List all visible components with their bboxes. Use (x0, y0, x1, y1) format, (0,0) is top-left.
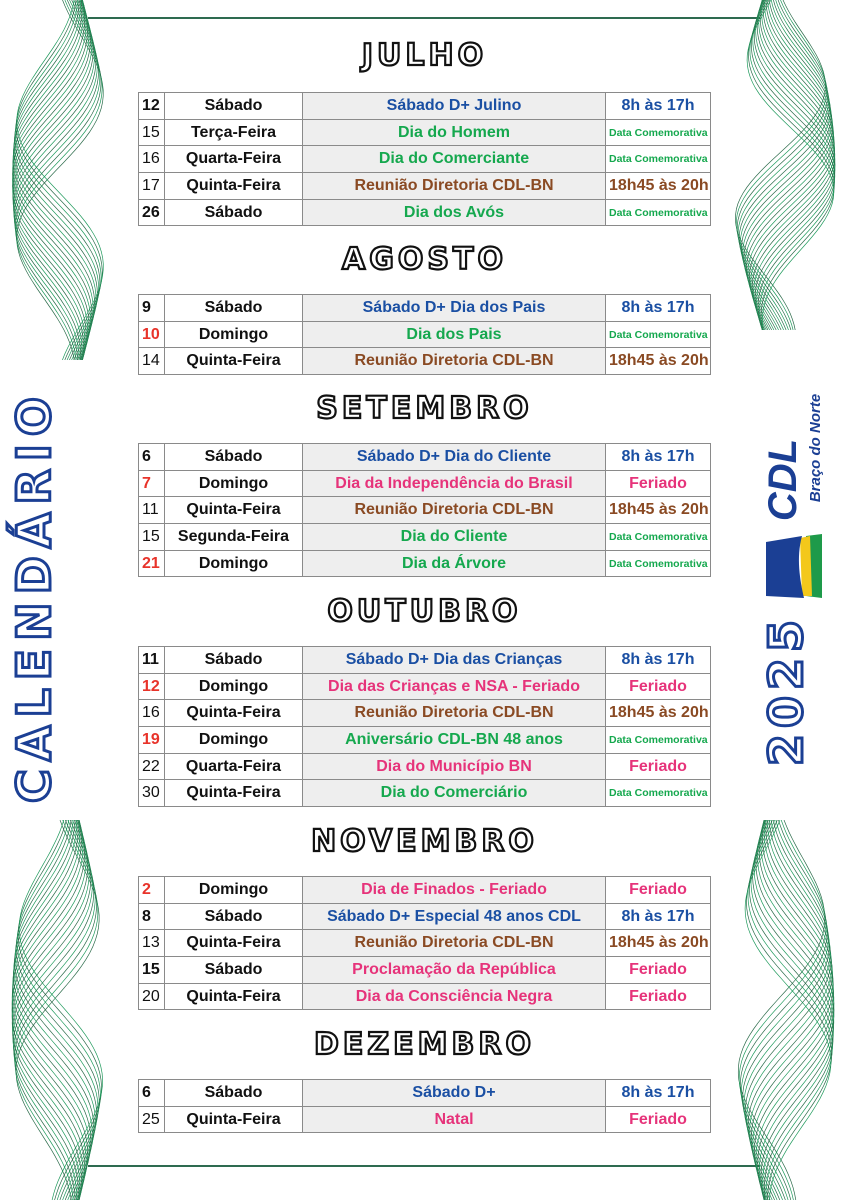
event-cell: Reunião Diretoria CDL-BN (303, 173, 606, 200)
day-cell: 14 (139, 348, 165, 375)
time-cell: 8h às 17h (606, 647, 711, 674)
calendar-row (139, 877, 711, 904)
calendar-side-title: CALENDÁRIO (7, 388, 61, 804)
wave-line (13, 0, 91, 360)
weekday-cell: Quinta-Feira (165, 173, 303, 200)
day-cell: 6 (139, 1080, 165, 1107)
day-cell: 13 (139, 930, 165, 957)
wave-line (14, 820, 95, 1200)
day-cell: 19 (139, 727, 165, 754)
day-cell: 17 (139, 173, 165, 200)
month-title-novembro: NOVEMBRO (311, 824, 538, 859)
event-cell: Dia das Crianças e NSA - Feriado (303, 673, 606, 700)
wave-line (744, 820, 830, 1200)
weekday-cell: Quinta-Feira (165, 930, 303, 957)
calendar-row (139, 930, 711, 957)
day-cell: 12 (139, 673, 165, 700)
time-cell: 8h às 17h (606, 1080, 711, 1107)
day-cell: 21 (139, 550, 165, 577)
wave-line (13, 820, 92, 1200)
event-cell: Dia do Comerciário (303, 780, 606, 807)
logo-flag-blue (766, 536, 804, 598)
calendar-row (139, 348, 711, 375)
logo-name: CDL (761, 438, 805, 522)
weekday-cell: Quarta-Feira (165, 146, 303, 173)
event-cell: Dia da Consciência Negra (303, 983, 606, 1010)
calendar-row (139, 295, 711, 322)
wave-line (747, 0, 834, 330)
event-cell: Dia do Comerciante (303, 146, 606, 173)
calendar-row (139, 727, 711, 754)
event-cell: Proclamação da República (303, 957, 606, 984)
weekday-cell: Segunda-Feira (165, 524, 303, 551)
weekday-cell: Quinta-Feira (165, 348, 303, 375)
day-cell: 7 (139, 470, 165, 497)
time-cell: Data Comemorativa (606, 146, 711, 173)
calendar-row (139, 524, 711, 551)
weekday-cell: Sábado (165, 647, 303, 674)
calendar-row (139, 1106, 711, 1133)
month-title-outubro: OUTUBRO (327, 594, 522, 629)
day-cell: 10 (139, 321, 165, 348)
wave-line (751, 820, 833, 1200)
time-cell: Data Comemorativa (606, 550, 711, 577)
wave-line (13, 820, 93, 1200)
time-cell: 8h às 17h (606, 903, 711, 930)
day-cell: 9 (139, 295, 165, 322)
event-cell: Dia do Homem (303, 119, 606, 146)
weekday-cell: Domingo (165, 727, 303, 754)
logo-flag-yellow (800, 536, 812, 596)
event-cell: Sábado D+ (303, 1080, 606, 1107)
day-cell: 20 (139, 983, 165, 1010)
month-table-dezembro (138, 1079, 711, 1133)
top-border-line (88, 17, 760, 19)
wave-line (753, 820, 834, 1200)
event-cell: Dia dos Avós (303, 199, 606, 226)
day-cell: 15 (139, 957, 165, 984)
event-cell: Dia de Finados - Feriado (303, 877, 606, 904)
calendar-row (139, 550, 711, 577)
calendar-row (139, 470, 711, 497)
wave-line (17, 0, 103, 360)
time-cell: 8h às 17h (606, 295, 711, 322)
weekday-cell: Quinta-Feira (165, 1106, 303, 1133)
wave-line (17, 0, 104, 360)
event-cell: Aniversário CDL-BN 48 anos (303, 727, 606, 754)
time-cell: Data Comemorativa (606, 199, 711, 226)
calendar-row (139, 93, 711, 120)
weekday-cell: Sábado (165, 903, 303, 930)
month-table-setembro (138, 443, 711, 577)
day-cell: 11 (139, 497, 165, 524)
time-cell: 18h45 às 20h (606, 173, 711, 200)
event-cell: Dia da Árvore (303, 550, 606, 577)
day-cell: 2 (139, 877, 165, 904)
event-cell: Reunião Diretoria CDL-BN (303, 497, 606, 524)
day-cell: 16 (139, 146, 165, 173)
wave-line (14, 0, 98, 360)
time-cell: 18h45 às 20h (606, 348, 711, 375)
day-cell: 26 (139, 199, 165, 226)
event-cell: Reunião Diretoria CDL-BN (303, 930, 606, 957)
logo-subtitle: Braço do Norte (807, 393, 824, 503)
calendar-row (139, 146, 711, 173)
calendar-row (139, 497, 711, 524)
time-cell: 18h45 às 20h (606, 930, 711, 957)
time-cell: Data Comemorativa (606, 321, 711, 348)
calendar-row (139, 1080, 711, 1107)
weekday-cell: Quinta-Feira (165, 780, 303, 807)
wave-line (745, 820, 831, 1200)
event-cell: Sábado D+ Especial 48 anos CDL (303, 903, 606, 930)
time-cell: Data Comemorativa (606, 119, 711, 146)
event-cell: Sábado D+ Julino (303, 93, 606, 120)
time-cell: Feriado (606, 753, 711, 780)
cdl-logo (760, 388, 824, 603)
wave-line (13, 0, 95, 360)
event-cell: Sábado D+ Dia das Crianças (303, 647, 606, 674)
weekday-cell: Quarta-Feira (165, 753, 303, 780)
wave-line (15, 0, 101, 360)
month-table-outubro (138, 646, 711, 807)
wave-decoration-top-right (718, 0, 848, 330)
wave-line (14, 0, 98, 360)
logo-text-group (761, 439, 805, 521)
wave-line (15, 0, 101, 360)
event-cell: Natal (303, 1106, 606, 1133)
year-label: 2025 (759, 613, 813, 767)
day-cell: 11 (139, 647, 165, 674)
time-cell: Data Comemorativa (606, 524, 711, 551)
time-cell: Data Comemorativa (606, 727, 711, 754)
day-cell: 12 (139, 93, 165, 120)
calendar-row (139, 199, 711, 226)
calendar-row (139, 321, 711, 348)
wave-line (750, 0, 835, 330)
weekday-cell: Sábado (165, 93, 303, 120)
wave-line (753, 820, 834, 1200)
time-cell: Feriado (606, 957, 711, 984)
weekday-cell: Domingo (165, 877, 303, 904)
weekday-cell: Domingo (165, 321, 303, 348)
wave-decoration-top-left (0, 0, 125, 360)
bottom-border-line (88, 1165, 760, 1167)
day-cell: 30 (139, 780, 165, 807)
wave-line (13, 0, 95, 360)
wave-line (14, 820, 95, 1200)
time-cell: 8h às 17h (606, 93, 711, 120)
calendar-row (139, 753, 711, 780)
wave-decoration-bottom-left (0, 820, 120, 1200)
day-cell: 8 (139, 903, 165, 930)
weekday-cell: Sábado (165, 1080, 303, 1107)
calendar-row (139, 173, 711, 200)
weekday-cell: Sábado (165, 295, 303, 322)
weekday-cell: Domingo (165, 550, 303, 577)
calendar-row (139, 119, 711, 146)
wave-line (751, 0, 835, 330)
weekday-cell: Domingo (165, 673, 303, 700)
event-cell: Dia do Cliente (303, 524, 606, 551)
time-cell: 18h45 às 20h (606, 700, 711, 727)
weekday-cell: Sábado (165, 199, 303, 226)
time-cell: Data Comemorativa (606, 780, 711, 807)
calendar-row (139, 647, 711, 674)
month-title-setembro: SETEMBRO (316, 391, 533, 426)
day-cell: 6 (139, 444, 165, 471)
event-cell: Reunião Diretoria CDL-BN (303, 700, 606, 727)
wave-line (13, 0, 91, 360)
month-title-dezembro: DEZEMBRO (314, 1027, 535, 1062)
day-cell: 25 (139, 1106, 165, 1133)
weekday-cell: Quinta-Feira (165, 497, 303, 524)
day-cell: 15 (139, 119, 165, 146)
time-cell: Feriado (606, 470, 711, 497)
weekday-cell: Sábado (165, 444, 303, 471)
calendar-row (139, 700, 711, 727)
time-cell: Feriado (606, 877, 711, 904)
event-cell: Dia da Independência do Brasil (303, 470, 606, 497)
month-table-agosto (138, 294, 711, 375)
weekday-cell: Quinta-Feira (165, 983, 303, 1010)
month-title-julho: JULHO (361, 38, 488, 73)
event-cell: Sábado D+ Dia dos Pais (303, 295, 606, 322)
time-cell: Feriado (606, 1106, 711, 1133)
weekday-cell: Quinta-Feira (165, 700, 303, 727)
month-title-agosto: AGOSTO (342, 242, 507, 277)
event-cell: Sábado D+ Dia do Cliente (303, 444, 606, 471)
month-table-novembro (138, 876, 711, 1010)
time-cell: 18h45 às 20h (606, 497, 711, 524)
calendar-row (139, 983, 711, 1010)
time-cell: Feriado (606, 673, 711, 700)
wave-line (745, 820, 831, 1200)
day-cell: 16 (139, 700, 165, 727)
wave-line (751, 0, 835, 330)
weekday-cell: Domingo (165, 470, 303, 497)
day-cell: 15 (139, 524, 165, 551)
day-cell: 22 (139, 753, 165, 780)
calendar-row (139, 780, 711, 807)
event-cell: Dia dos Pais (303, 321, 606, 348)
time-cell: 8h às 17h (606, 444, 711, 471)
wave-decoration-bottom-right (720, 820, 848, 1200)
event-cell: Reunião Diretoria CDL-BN (303, 348, 606, 375)
month-table-julho (138, 92, 711, 226)
time-cell: Feriado (606, 983, 711, 1010)
event-cell: Dia do Município BN (303, 753, 606, 780)
calendar-row (139, 673, 711, 700)
weekday-cell: Sábado (165, 957, 303, 984)
weekday-cell: Terça-Feira (165, 119, 303, 146)
calendar-row (139, 957, 711, 984)
calendar-row (139, 903, 711, 930)
calendar-row (139, 444, 711, 471)
